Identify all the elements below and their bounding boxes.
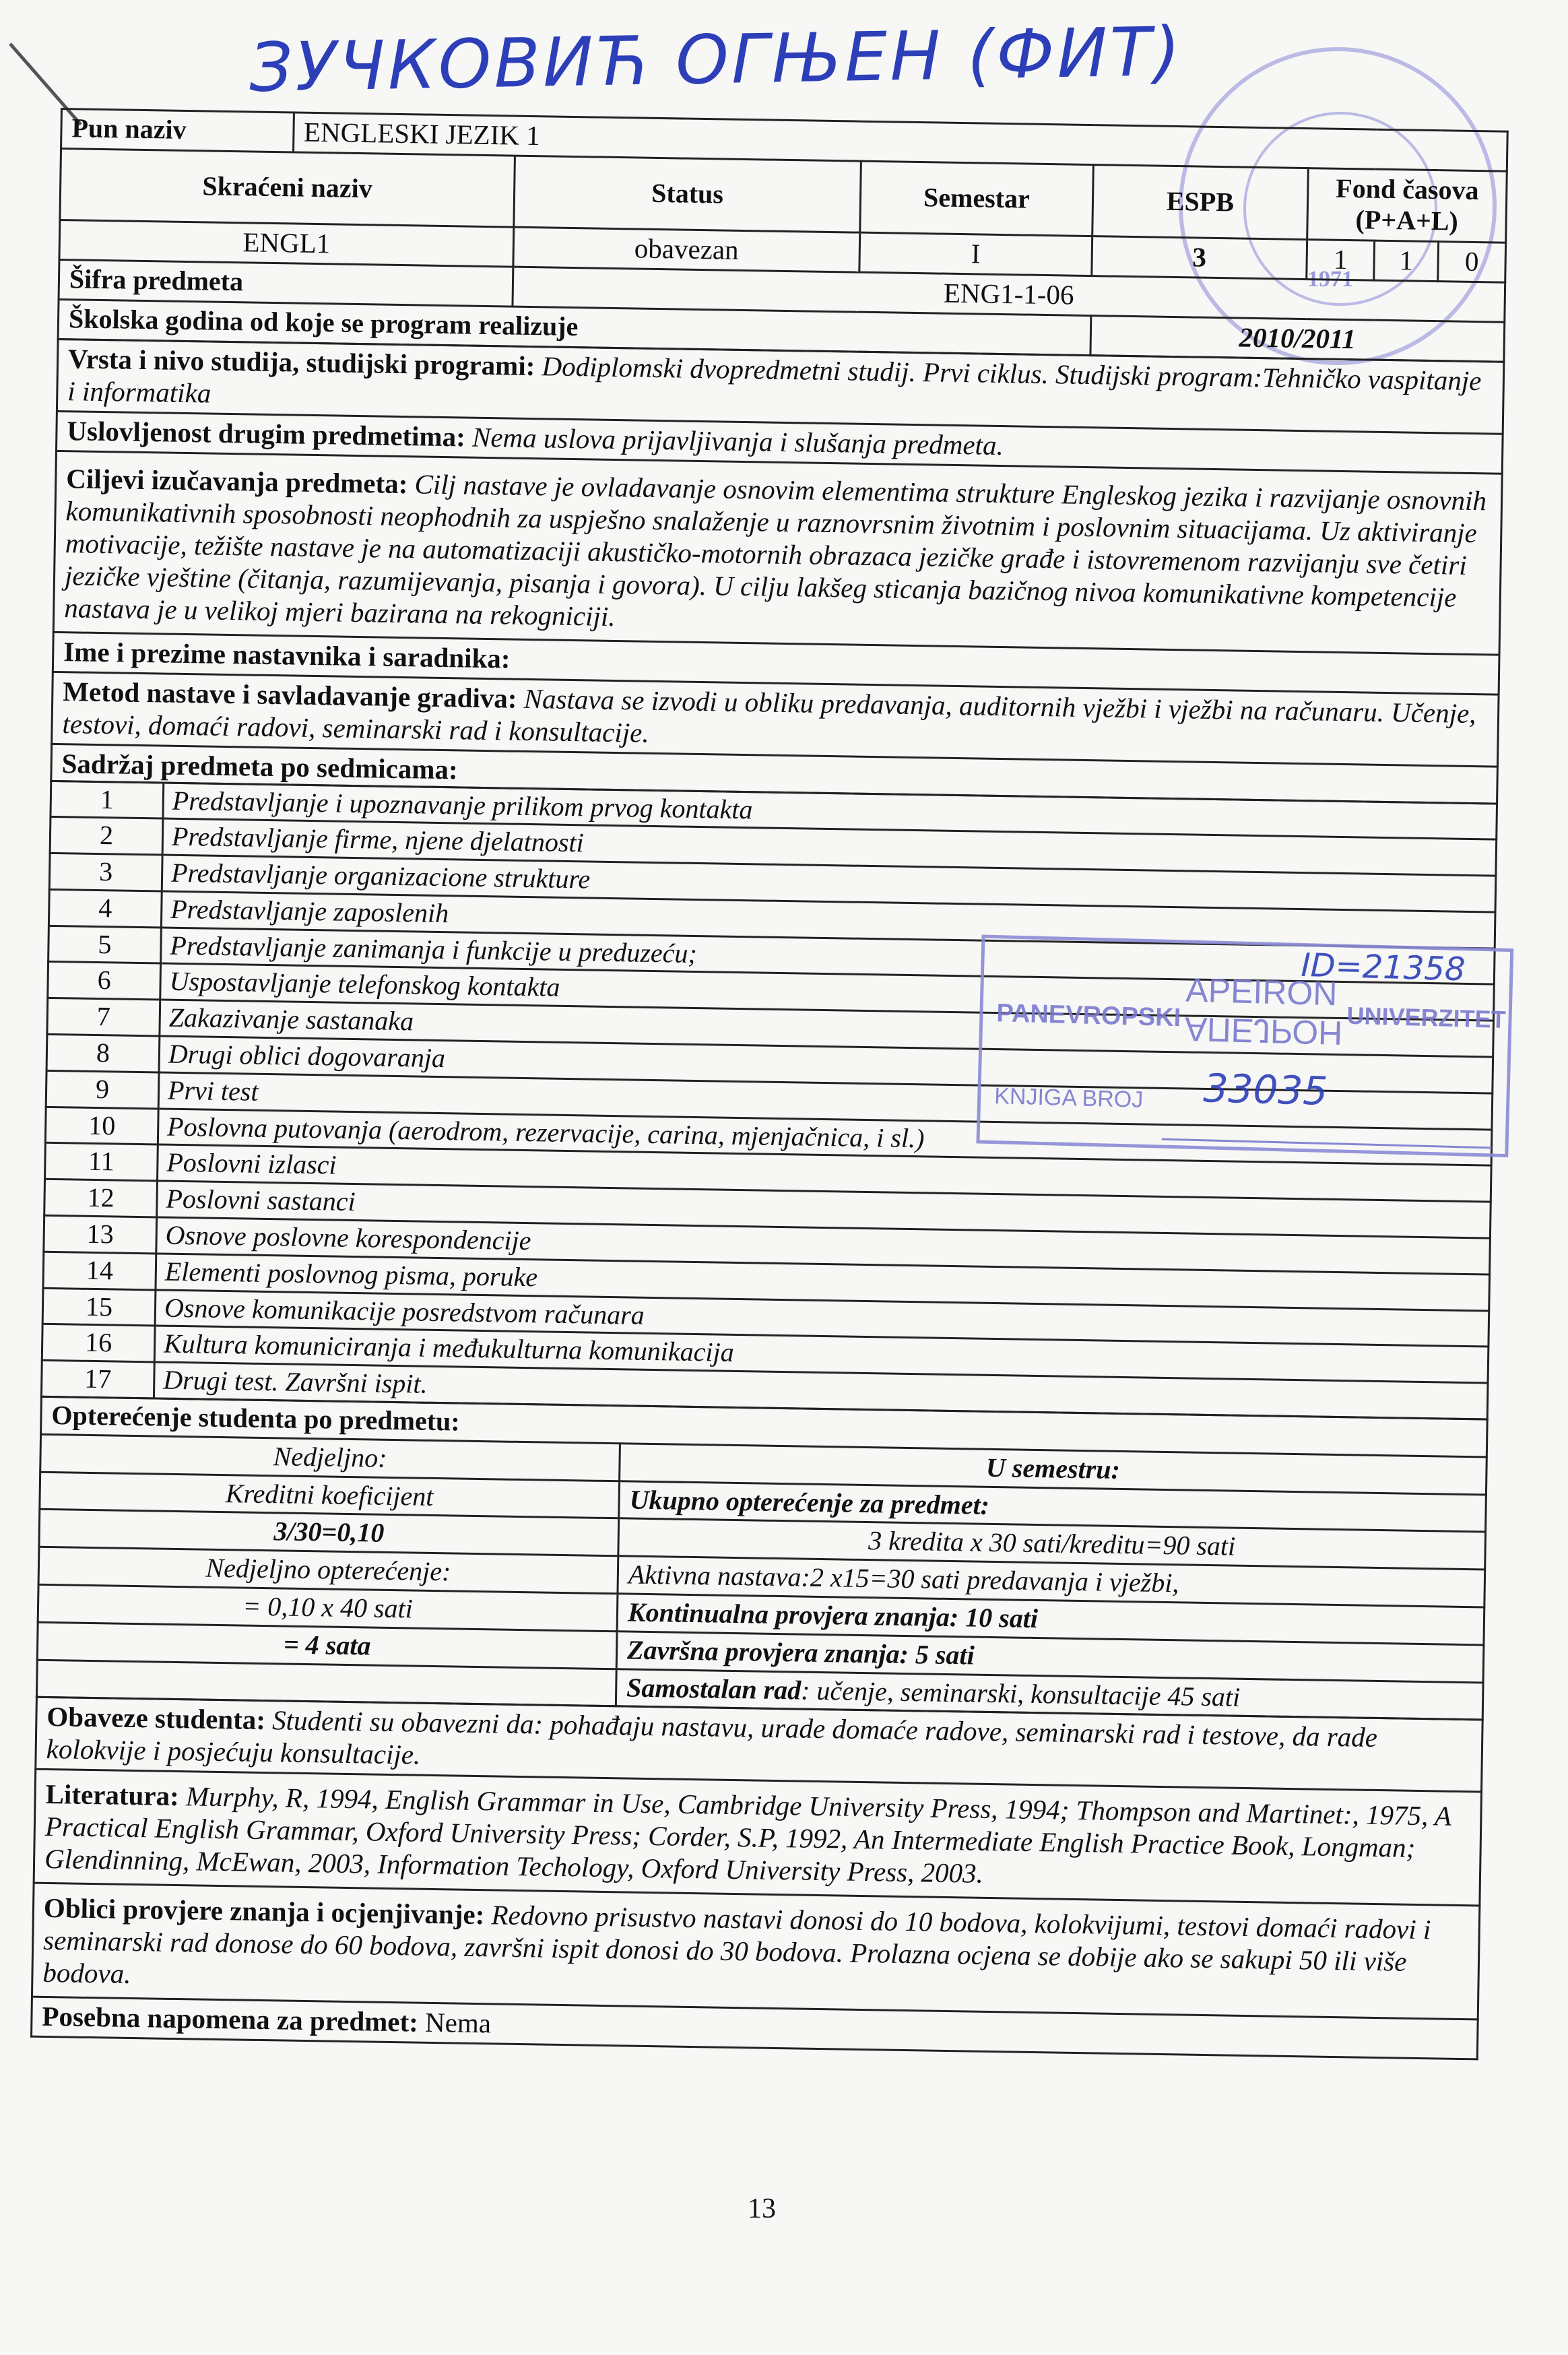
week-number: 2 [50, 817, 163, 855]
week-number: 16 [42, 1324, 155, 1362]
week-topic: Predstavljanje zanimanja i funkcije u preduzeću; [161, 928, 1495, 985]
assessment-value: Redovno prisustvo nastavi donosi do 10 bodova, kolokvijumi, testovi domaći radovi i seminarski rad donose do 60 bodova, završni ispit donosi do 30 bodova. Prolazna ocjena se dobije ako se sakupi 50 ili više bodova. [42, 1899, 1431, 1990]
week-number: 15 [42, 1288, 156, 1326]
week-number: 1 [51, 781, 164, 818]
short-name-label: Skraćeni naziv [60, 148, 515, 227]
library-stamp [976, 935, 1513, 1158]
week-number: 12 [44, 1180, 158, 1217]
literature-row [34, 1770, 1481, 1906]
stamp-right-text: UNIVERZITET [1346, 1001, 1507, 1033]
espb-label: ESPB [1092, 165, 1308, 240]
week-number: 10 [45, 1107, 158, 1144]
load-weekly-formula: = 0,10 x 40 sati [38, 1584, 618, 1631]
week-number: 9 [46, 1070, 159, 1108]
prereq-value: Nema uslova prijavljivanja i slušanja predmeta. [471, 421, 1004, 461]
teachers-label: Ime i prezime nastavnika i saradnika: [53, 632, 1499, 695]
assessment-label: Oblici provjere znanja i ocjenjivanje: [43, 1892, 485, 1931]
week-topic: Poslovni sastanci [157, 1181, 1491, 1238]
load-total-value: 3 kredita x 30 sati/kreditu=90 sati [618, 1518, 1486, 1570]
method-label: Metod nastave i savladavanje gradiva: [63, 675, 517, 714]
content-label: Sadržaj predmeta po sedmicama: [51, 744, 1498, 804]
semester-value: I [859, 232, 1092, 276]
load-semester: U semestru: [620, 1444, 1487, 1495]
load-weekly-result: = 4 sata [37, 1622, 617, 1669]
week-topic: Elementi poslovnog pisma, poruke [156, 1254, 1490, 1311]
load-total-label: Ukupno opterećenje za predmet: [619, 1481, 1487, 1532]
week-topic: Poslovna putovanja (aerodrom, rezervacije, carina, mjenjačnica, i sl.) [158, 1109, 1492, 1166]
stamp-rule [1162, 1138, 1492, 1149]
week-number: 17 [41, 1361, 154, 1398]
week-topic: Uspostavljanje telefonskog kontakta [160, 963, 1495, 1021]
week-topic: Predstavljanje organizacione strukture [162, 855, 1496, 912]
week-topic: Zakazivanje sastanaka [160, 1000, 1494, 1057]
week-topic: Prvi test [158, 1072, 1493, 1130]
stamp-center-text: APEIRON [1185, 971, 1338, 1013]
load-continuous: Kontinualna provjera znanja: 10 sati [617, 1594, 1484, 1645]
week-topic: Osnove komunikacije posredstvom računara [155, 1290, 1489, 1347]
status-label: Status [514, 156, 861, 232]
bottom-table [30, 1696, 1484, 2060]
week-topic: Predstavljanje i upoznavanje prilikom prvog kontakta [163, 783, 1497, 840]
load-active: Aktivna nastava:2 x15=30 sati predavanja i vježbi, [618, 1556, 1485, 1607]
code-value: ENG1-1-06 [513, 267, 1505, 322]
week-topic: Predstavljanje firme, njene djelatnosti [162, 818, 1497, 876]
code-label: Šifra predmeta [59, 259, 513, 307]
stamp-book-number: 33035 [1202, 1065, 1329, 1115]
stamp-left-text: PANEVROPSKI [995, 999, 1181, 1033]
semester-label: Semestar [860, 161, 1093, 236]
week-topic: Drugi oblici dogovaranja [159, 1036, 1493, 1093]
load-label: Opterećenje studenta po predmetu: [41, 1396, 1488, 1457]
week-number: 13 [44, 1215, 157, 1253]
load-credit-coef: Kreditni koeficijent [40, 1472, 620, 1518]
seal-year: 1971 [1307, 267, 1353, 292]
load-final: Završna provjera znanja: 5 sati [616, 1632, 1484, 1683]
syllabus-document [30, 108, 1509, 2061]
goals-value: Cilj nastave je ovladavanje osnovim elementima strukture Engleskog jezika i razvijanje osnovnih komunikativnih sposobnosti neophodnih za uspješno snalaženje u raznovrsnim životnim i poslovnim situacijama. Uz aktiviranje motivacije, težište nastave je na automatizaciji akustičko-motornih obrazaca jezičke građe i istovremenom razvijanju sve četiri jezičke vještine (čitanja, razumijevanja, pisanja i govora). U cilju lakšeg sticanja bazičnog nivoa komunikativne kompetencije nastava je u velikoj mjeri bazirana na rekogniciji. [63, 468, 1487, 632]
week-number: 5 [48, 926, 162, 963]
load-coef-value: 3/30=0,10 [39, 1510, 619, 1556]
obligations-label: Obaveze studenta: [46, 1701, 266, 1736]
header-table [57, 108, 1509, 363]
fund-l-value: 0 [1438, 242, 1506, 283]
week-topic: Drugi test. Završni ispit. [154, 1362, 1488, 1419]
week-topic: Poslovni izlasci [157, 1144, 1491, 1202]
goals-row [53, 451, 1502, 655]
week-number: 6 [48, 962, 161, 1000]
fund-label: Fond časova (P+A+L) [1307, 168, 1507, 243]
week-number: 14 [43, 1252, 156, 1289]
week-number: 3 [49, 853, 162, 891]
week-topic: Osnove poslovne korespondencije [156, 1217, 1491, 1275]
handwritten-note: ЗУЧКОВИЋ ОГЊЕН (ФИТ) [249, 11, 1184, 108]
espb-value: 3 [1091, 236, 1307, 280]
literature-label: Literatura: [45, 1778, 180, 1812]
week-number: 4 [48, 889, 162, 927]
load-self-label: Samostalan rad [626, 1672, 802, 1706]
stamp-id-text: ID=21358 [1300, 946, 1466, 989]
full-name-value: ENGLESKI JEZIK 1 [293, 112, 1507, 171]
note-value: Nema [424, 2007, 492, 2039]
week-number: 8 [46, 1034, 160, 1072]
week-topic: Kultura komuniciranja i međukulturna komunikacija [154, 1326, 1489, 1383]
obligations-value: Studenti su obavezni da: pohađaju nastavu, urade domaće radove, seminarski rad i testove, da rade kolokvije i posjećuju konsultacije. [46, 1704, 1378, 1771]
assessment-row [32, 1883, 1479, 2020]
status-value: obavezan [513, 227, 860, 272]
stamp-center-mirror: АПЕЈРОН [1184, 1010, 1343, 1052]
week-number: 7 [47, 998, 160, 1036]
load-table [36, 1396, 1489, 1721]
stamp-book-label: KNJIGA BROJ [993, 1083, 1144, 1113]
week-topic: Predstavljanje zaposlenih [161, 891, 1495, 948]
week-number: 11 [45, 1143, 158, 1181]
fund-p-value: 1 [1307, 240, 1375, 281]
prereq-label: Uslovljenost drugim predmetima: [67, 415, 466, 453]
study-label: Vrsta i nivo studija, studijski programi: [67, 343, 535, 381]
school-year-label: Školska godina od koje se program realizuje [58, 299, 1090, 355]
info-table [50, 338, 1505, 804]
load-self-value: : učenje, seminarski, konsultacije 45 sati [800, 1675, 1241, 1712]
literature-value: Murphy, R, 1994, English Grammar in Use, Cambridge University Press, 1994; Thompson and Martinet:, 1975, A Practical English Grammar, Oxford University Press; Corder, S.P, 1992, An Intermediate English Practice Book, Longman; Glendinning, McEwan, 2003, Information Techology, Oxford University Press, 2003. [44, 1780, 1451, 1890]
full-name-label: Pun naziv [61, 109, 294, 152]
page-number: 13 [748, 2193, 776, 2224]
short-name-value: ENGL1 [59, 220, 514, 267]
note-label: Posebna napomena za predmet: [42, 2001, 419, 2038]
goals-label: Ciljevi izučavanja predmeta: [66, 462, 408, 499]
method-value: Nastava se izvodi u obliku predavanja, auditornih vježbi i vježbi na računaru. Učenje, testovi, domaći radovi, seminarski rad i konsultacije. [62, 682, 1476, 748]
school-year-value: 2010/2011 [1090, 315, 1505, 362]
study-value: Dodiplomski dvopredmetni studij. Prvi ciklus. Studijski program:Tehničko vaspitanje i informatika [67, 350, 1482, 409]
fund-a-value: 1 [1374, 240, 1439, 281]
load-weekly: Nedjeljno: [40, 1434, 620, 1481]
load-weekly-load: Nedjeljno opterećenje: [38, 1547, 618, 1593]
